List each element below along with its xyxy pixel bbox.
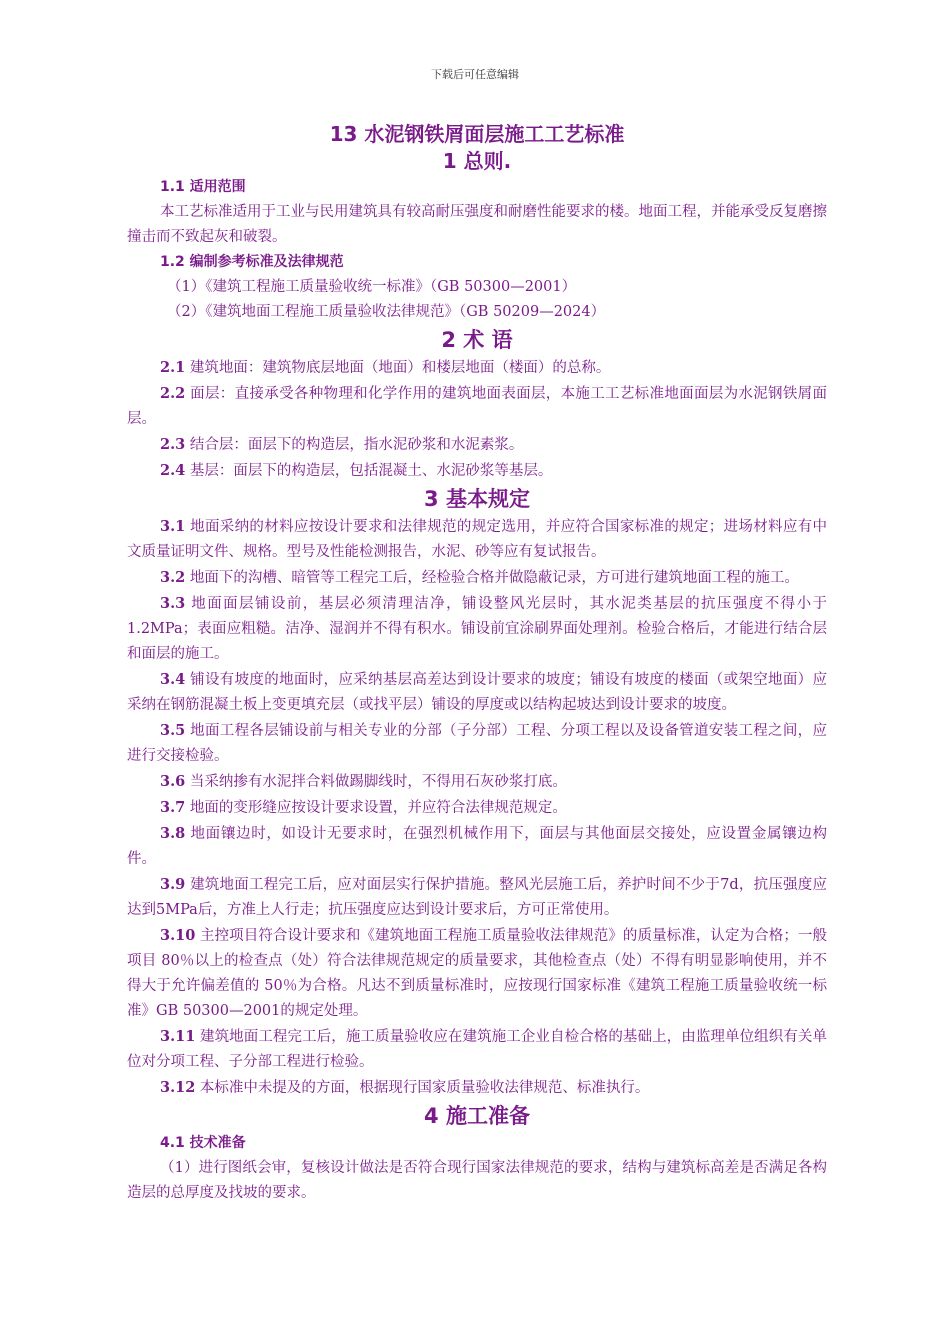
clause-text: 面层：直接承受各种物理和化学作用的建筑地面表面层，本施工工艺标准地面面层为水泥钢铁屑面层。 bbox=[127, 386, 827, 427]
rule-item bbox=[127, 1024, 827, 1075]
rule-item bbox=[127, 795, 827, 821]
reference-item: （2）《建筑地面工程施工质量验收法律规范》（GB 50209—2024） bbox=[167, 304, 606, 320]
clause-text: 建筑地面：建筑物底层地面（地面）和楼层地面（楼面）的总称。 bbox=[185, 360, 611, 376]
header-note: 下载后可任意编辑 bbox=[431, 68, 519, 81]
clause-text: 地面的变形缝应按设计要求设置，并应符合法律规范规定。 bbox=[185, 800, 567, 816]
rule-item bbox=[127, 514, 827, 565]
clause-text: 地面工程各层铺设前与相关专业的分部（子分部）工程、分项工程以及设备管道安装工程之间，应进行交接检验。 bbox=[127, 723, 827, 764]
clause-number: 3.2 bbox=[160, 569, 186, 586]
clause-text: 结合层：面层下的构造层，指水泥砂浆和水泥素浆。 bbox=[185, 437, 524, 453]
clause-number: 3.8 bbox=[160, 825, 186, 842]
clause-text: 地面下的沟槽、暗管等工程完工后，经检验合格并做隐蔽记录，方可进行建筑地面工程的施工。 bbox=[185, 570, 799, 586]
document-title: 13 水泥钢铁屑面层施工工艺标准 bbox=[329, 122, 625, 146]
term-item bbox=[127, 355, 827, 381]
clause-number: 3.11 bbox=[160, 1028, 196, 1045]
clause-text: 地面面层铺设前，基层必须清理洁净，铺设整风光层时，其水泥类基层的抗压强度不得小于1.2MPa；表面应粗糙。洁净、湿润并不得有积水。铺设前宜涂刷界面处理剂。检验合格后，才能进行结合层和面层的施工。 bbox=[127, 596, 827, 662]
clause-number: 3.1 bbox=[160, 518, 186, 535]
clause-number: 3.6 bbox=[160, 773, 186, 790]
clause-number: 2.2 bbox=[160, 385, 186, 402]
section-1-2-heading: 1.2 编制参考标准及法律规范 bbox=[160, 254, 344, 270]
clause-text: 基层：面层下的构造层，包括混凝土、水泥砂浆等基层。 bbox=[185, 463, 553, 479]
clause-text: 地面镶边时，如设计无要求时，在强烈机械作用下，面层与其他面层交接处，应设置金属镶边构件。 bbox=[127, 826, 827, 867]
chapter-2-title: 2 术 语 bbox=[441, 328, 513, 352]
clause-text: 主控项目符合设计要求和《建筑地面工程施工质量验收法律规范》的质量标准，认定为合格；一般项目 80％以上的检查点（处）符合法律规范规定的质量要求，其他检查点（处）不得有明显影响使用，并不得大于允许偏差值的 50％为合格。凡达不到质量标准时，应按现行国家标准《建筑工程施工质量验收统一标准》GB 50300—2001的规定处理。 bbox=[127, 928, 827, 1019]
rule-item bbox=[127, 872, 827, 923]
section-1-1-text: 本工艺标准适用于工业与民用建筑具有较高耐压强度和耐磨性能要求的楼。地面工程，并能承受反复磨擦撞击而不致起灰和破裂。 bbox=[127, 204, 827, 245]
rule-item bbox=[127, 821, 827, 872]
clause-number: 3.3 bbox=[160, 595, 186, 612]
rule-item bbox=[127, 769, 827, 795]
chapter-1-title: 1 总则. bbox=[442, 149, 512, 173]
clause-number: 3.9 bbox=[160, 876, 186, 893]
clause-number: 3.5 bbox=[160, 722, 186, 739]
clause-number: 2.3 bbox=[160, 436, 186, 453]
clause-number: 2.4 bbox=[160, 462, 186, 479]
rule-item bbox=[127, 565, 827, 591]
clause-number: 3.4 bbox=[160, 671, 186, 688]
clause-number: 2.1 bbox=[160, 359, 186, 376]
clause-text: 地面采纳的材料应按设计要求和法律规范的规定选用，并应符合国家标准的规定；进场材料应有中文质量证明文件、规格。型号及性能检测报告，水泥、砂等应有复试报告。 bbox=[127, 519, 827, 560]
section-4-1-heading: 4.1 技术准备 bbox=[160, 1135, 246, 1151]
clause-number: 3.7 bbox=[160, 799, 186, 816]
rule-item bbox=[127, 1075, 827, 1101]
term-item bbox=[127, 432, 827, 458]
clause-text: 本标准中未提及的方面，根据现行国家质量验收法律规范、标准执行。 bbox=[195, 1080, 650, 1096]
clause-text: 建筑地面工程完工后，施工质量验收应在建筑施工企业自检合格的基础上，由监理单位组织有关单位对分项工程、子分部工程进行检验。 bbox=[127, 1029, 827, 1070]
rule-item bbox=[127, 718, 827, 769]
rule-item bbox=[127, 591, 827, 667]
reference-item: （1）《建筑工程施工质量验收统一标准》（GB 50300—2001） bbox=[167, 279, 577, 295]
clause-text: 铺设有坡度的地面时，应采纳基层高差达到设计要求的坡度；铺设有坡度的楼面（或架空地面）应采纳在钢筋混凝土板上变更填充层（或找平层）铺设的厚度或以结构起坡达到设计要求的坡度。 bbox=[127, 672, 827, 713]
clause-text: 当采纳掺有水泥拌合料做踢脚线时，不得用石灰砂浆打底。 bbox=[185, 774, 567, 790]
clause-number: 3.12 bbox=[160, 1079, 196, 1096]
rule-item bbox=[127, 667, 827, 718]
chapter-3-title: 3 基本规定 bbox=[424, 487, 530, 511]
clause-text: 建筑地面工程完工后，应对面层实行保护措施。整风光层施工后，养护时间不少于7d，抗压强度应达到5MPa后，方准上人行走；抗压强度应达到设计要求后，方可正常使用。 bbox=[127, 877, 827, 918]
section-4-1-text: （1）进行图纸会审，复核设计做法是否符合现行国家法律规范的要求，结构与建筑标高差是否满足各构造层的总厚度及找坡的要求。 bbox=[127, 1160, 827, 1201]
section-1-1-heading: 1.1 适用范围 bbox=[160, 179, 246, 195]
rule-item bbox=[127, 923, 827, 1024]
chapter-4-title: 4 施工准备 bbox=[424, 1104, 530, 1128]
document-body bbox=[127, 121, 827, 1206]
clause-number: 3.10 bbox=[160, 927, 196, 944]
term-item bbox=[127, 381, 827, 432]
term-item bbox=[127, 458, 827, 484]
